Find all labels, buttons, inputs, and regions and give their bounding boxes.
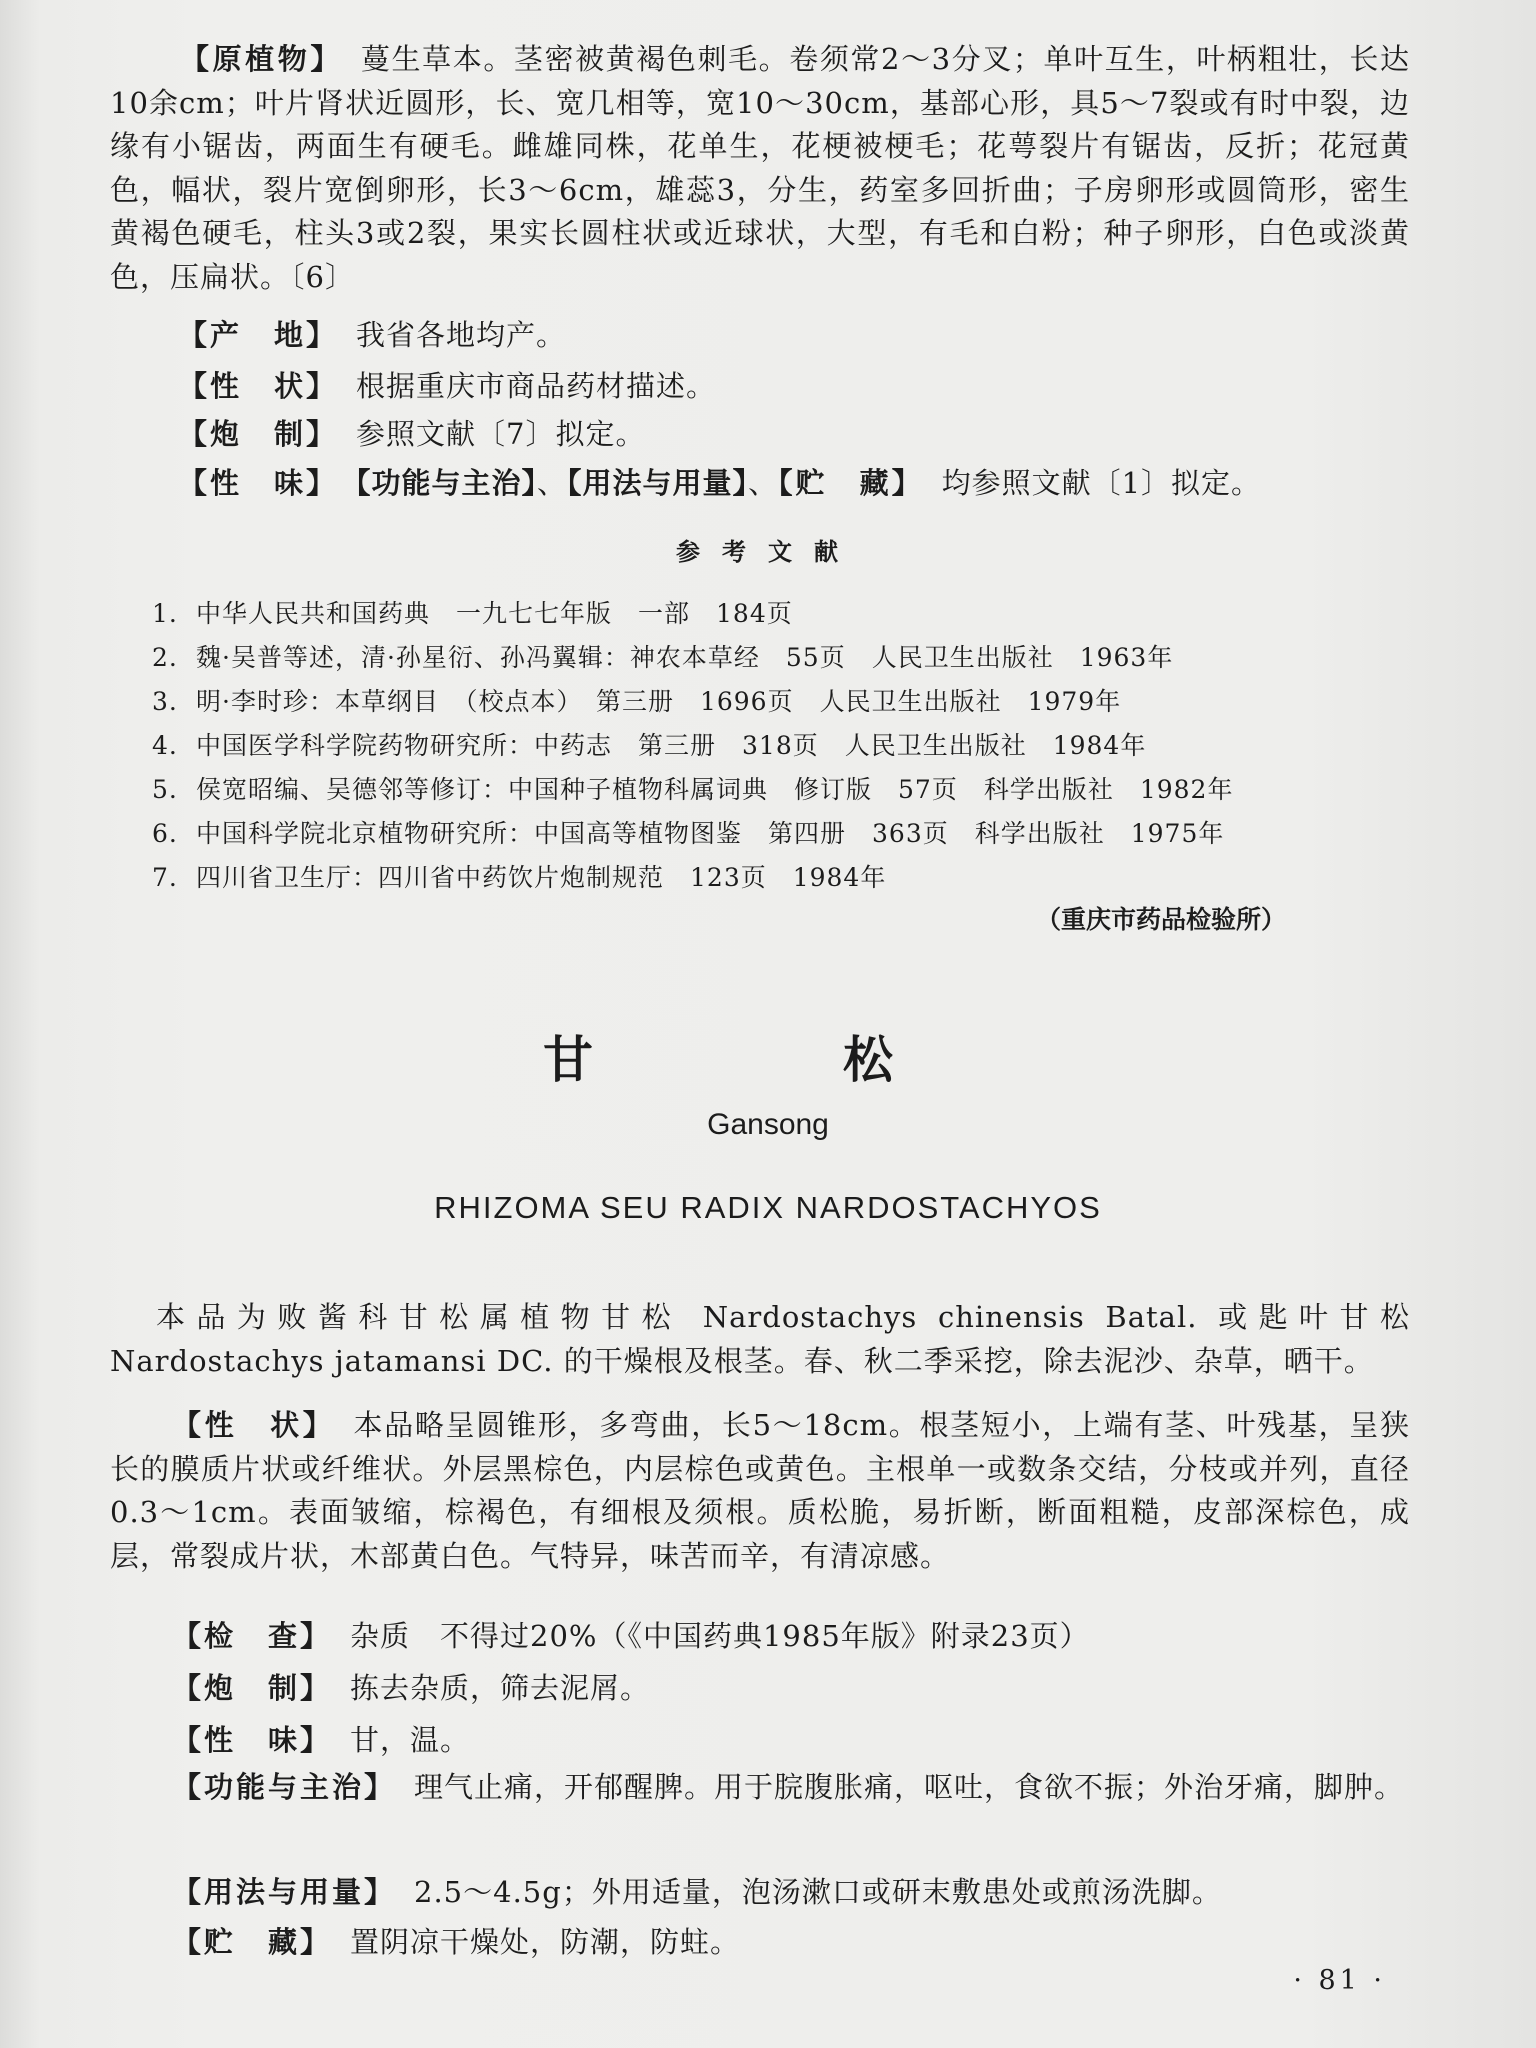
character-text: 本品略呈圆锥形，多弯曲，长5～18cm。根茎短小，上端有茎、叶残基，呈狭长的膜质片状或纤维状。外层黑棕色，内层棕色或黄色。主根单一或数条交结，分枝或并列，直径0.3～1cm。表面皱缩，棕褐色，有细根及须根。质松脆，易折断，断面粗糙，皮部深棕色，成层，常裂成片状，木部黄白色。气特异，味苦而辛，有清凉感。 — [110, 1408, 1410, 1573]
function-tag: 【功能与主治】 — [356, 466, 538, 500]
function-paragraph — [110, 1766, 1410, 1810]
plant-text: 蔓生草本。茎密被黄褐色刺毛。卷须常2～3分叉；单叶互生，叶柄粗壮，长达10余cm；叶片肾状近圆形，长、宽几相等，宽10～30cm，基部心形，具5～7裂或有时中裂，边缘有小锯齿，两面生有硬毛。雌雄同株，花单生，花梗被梗毛；花萼裂片有锯齿，反折；花冠黄色，幅状，裂片宽倒卵形，长3～6cm，雄蕊3，分生，药室多回折曲；子房卵形或圆筒形，密生黄褐色硬毛，柱头3或2裂，果实长圆柱状或近球状，大型，有毛和白粉；种子卵形，白色或淡黄色，压扁状。〔6〕 — [110, 42, 1410, 294]
reference-item — [152, 814, 1224, 850]
taste-line — [178, 461, 1261, 502]
processing-line — [178, 412, 645, 453]
reference-number: 7. — [152, 863, 178, 892]
usage-text: 2.5～4.5g；外用适量，泡汤漱口或研末敷患处或煎汤洗脚。 — [414, 1875, 1222, 1909]
reference-item — [152, 726, 1146, 762]
character-tag: 【性 状】 — [172, 1408, 336, 1442]
reference-item — [152, 858, 886, 894]
storage-tag: 【贮 藏】 — [778, 466, 924, 500]
reference-number: 1. — [152, 599, 178, 628]
reference-text: 魏·吴普等述，清·孙星衍、孙冯翼辑：神农本草经 55页 人民卫生出版社 1963年 — [196, 643, 1174, 672]
usage-line — [172, 1870, 1222, 1911]
taste-text: 甘，温。 — [350, 1723, 471, 1757]
check-line — [172, 1614, 1090, 1655]
monograph-pinyin: Gansong — [707, 1108, 829, 1141]
usage-tag: 【用法与用量】 — [172, 1875, 397, 1909]
plant-tag: 【原植物】 — [180, 42, 343, 76]
reference-item — [152, 638, 1173, 674]
separator-1: 、 — [537, 466, 568, 500]
storage-line — [172, 1920, 740, 1961]
processing-text: 拣去杂质，筛去泥屑。 — [350, 1671, 651, 1705]
check-tag: 【检 查】 — [172, 1619, 333, 1653]
reference-number: 4. — [152, 731, 178, 760]
function-tag: 【功能与主治】 — [172, 1770, 397, 1804]
reference-text: 中国科学院北京植物研究所：中国高等植物图鉴 第四册 363页 科学出版社 1975年 — [196, 819, 1225, 848]
reference-item — [152, 682, 1121, 718]
reference-text: 中华人民共和国药典 一九七七年版 一部 184页 — [196, 599, 793, 628]
character-text: 根据重庆市商品药材描述。 — [356, 369, 717, 403]
monograph-latin-name: RHIZOMA SEU RADIX NARDOSTACHYOS — [434, 1190, 1102, 1225]
reference-text: 明·李时珍：本草纲目 （校点本） 第三册 1696页 人民卫生出版社 1979年 — [196, 687, 1122, 716]
reference-number: 2. — [152, 643, 178, 672]
reference-number: 6. — [152, 819, 178, 848]
storage-tag: 【贮 藏】 — [172, 1925, 333, 1959]
reference-text: 四川省卫生厅：四川省中药饮片炮制规范 123页 1984年 — [196, 863, 887, 892]
plant-paragraph — [110, 38, 1410, 299]
check-text: 杂质 不得过20%（《中国药典1985年版》附录23页） — [350, 1619, 1090, 1653]
reference-number: 3. — [152, 687, 178, 716]
references-title: 参考文献 — [676, 537, 860, 566]
origin-tag: 【产 地】 — [178, 318, 339, 352]
taste-text: 均参照文献〔1〕拟定。 — [941, 466, 1262, 500]
processing-text: 参照文献〔7〕拟定。 — [356, 417, 646, 451]
separator-2: 、 — [748, 466, 779, 500]
processing-tag: 【炮 制】 — [178, 417, 339, 451]
reference-text: 中国医学科学院药物研究所：中药志 第三册 318页 人民卫生出版社 1984年 — [196, 731, 1147, 760]
taste-tag: 【性 味】 — [172, 1723, 333, 1757]
usage-tag: 【用法与用量】 — [567, 466, 749, 500]
reference-text: 侯宽昭编、吴德邻等修订：中国种子植物科属词典 修订版 57页 科学出版社 1982年 — [196, 775, 1234, 804]
character-tag: 【性 状】 — [178, 369, 339, 403]
reference-item — [152, 770, 1233, 806]
reference-number: 5. — [152, 775, 178, 804]
organization-credit: （重庆市药品检验所） — [1035, 905, 1286, 934]
character-line — [178, 364, 716, 405]
taste-line — [172, 1718, 470, 1759]
page-number: · 81 · — [1293, 1965, 1386, 1996]
origin-text: 我省各地均产。 — [356, 318, 567, 352]
storage-text: 置阴凉干燥处，防潮，防蛀。 — [350, 1925, 741, 1959]
taste-tag: 【性 味】 — [178, 466, 339, 500]
intro-paragraph: 本品为败酱科甘松属植物甘松 Nardostachys chinensis Batal. 或匙叶甘松 Nardostachys jatamansi DC. 的干燥根及根茎。春、秋二季采挖，除去泥沙、杂草，晒干。 — [110, 1300, 1410, 1378]
function-text: 理气止痛，开郁醒脾。用于脘腹胀痛，呕吐，食欲不振；外治牙痛，脚肿。 — [414, 1770, 1405, 1804]
processing-tag: 【炮 制】 — [172, 1671, 333, 1705]
reference-item — [152, 594, 793, 630]
monograph-title: 甘 松 — [543, 1031, 993, 1089]
origin-line — [178, 313, 566, 354]
character-paragraph — [110, 1404, 1410, 1578]
processing-line — [172, 1666, 650, 1707]
